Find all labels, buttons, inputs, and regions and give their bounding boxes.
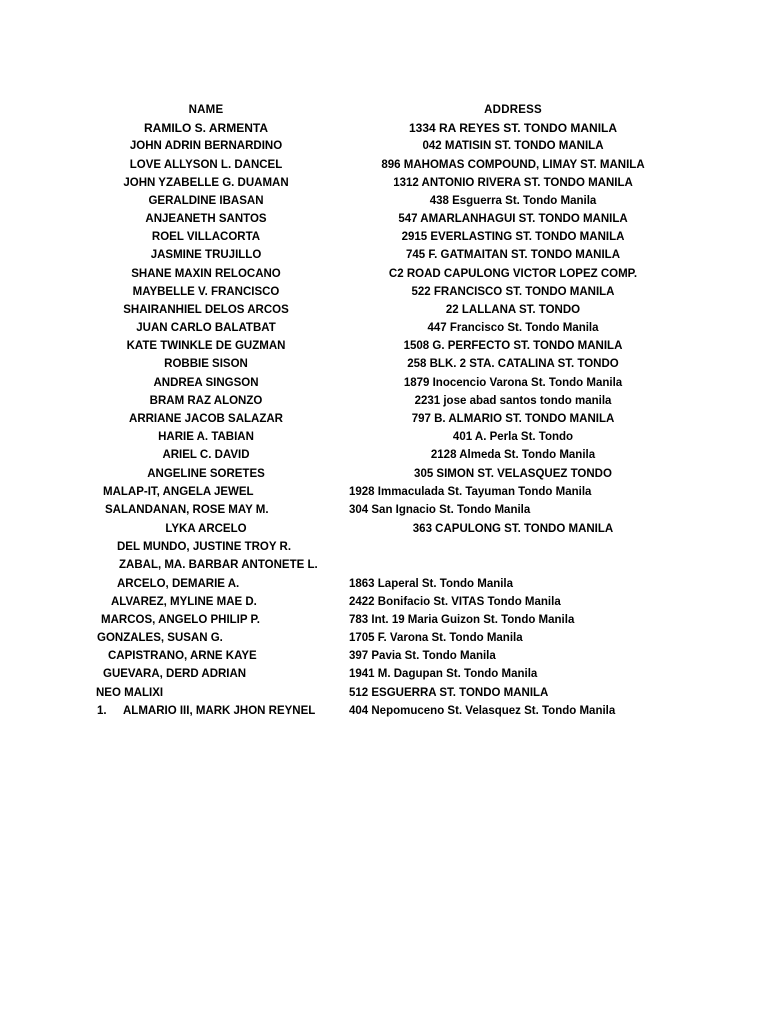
- table-row: [0, 156, 768, 174]
- name-cell: ANJEANETH SANTOS: [145, 213, 267, 225]
- address-cell: 258 BLK. 2 STA. CATALINA ST. TONDO: [407, 358, 619, 370]
- address-cell: 305 SIMON ST. VELASQUEZ TONDO: [414, 468, 612, 480]
- table-row: [0, 137, 768, 155]
- name-cell: GERALDINE IBASAN: [148, 195, 264, 207]
- address-cell: 522 FRANCISCO ST. TONDO MANILA: [411, 286, 615, 298]
- address-cell: 547 AMARLANHAGUI ST. TONDO MANILA: [398, 213, 628, 225]
- address-cell: C2 ROAD CAPULONG VICTOR LOPEZ COMP.: [388, 268, 638, 280]
- table-row: [0, 647, 768, 665]
- table-row: [0, 501, 768, 519]
- name-cell: HARIE A. TABIAN: [158, 431, 254, 443]
- address-cell: 438 Esguerra St. Tondo Manila: [429, 195, 597, 207]
- name-cell: SHANE MAXIN RELOCANO: [131, 268, 281, 280]
- name-cell: ALMARIO III, MARK JHON REYNEL: [123, 705, 316, 717]
- name-cell: CAPISTRANO, ARNE KAYE: [108, 650, 257, 662]
- address-cell: 1508 G. PERFECTO ST. TONDO MANILA: [403, 340, 623, 352]
- table-row: [0, 556, 768, 574]
- table-row: [0, 192, 768, 210]
- table-row: [0, 702, 768, 720]
- table-row: [0, 228, 768, 246]
- address-cell: 512 ESGUERRA ST. TONDO MANILA: [349, 687, 549, 699]
- name-cell: ZABAL, MA. BARBAR ANTONETE L.: [119, 559, 318, 571]
- address-cell: 896 MAHOMAS COMPOUND, LIMAY ST. MANILA: [381, 159, 645, 171]
- name-cell: JOHN ADRIN BERNARDINO: [129, 140, 283, 152]
- table-row: [0, 684, 768, 702]
- table-row: [0, 665, 768, 683]
- table-row: [0, 428, 768, 446]
- name-cell: JASMINE TRUJILLO: [150, 249, 262, 261]
- address-cell: 1879 Inocencio Varona St. Tondo Manila: [403, 377, 623, 389]
- name-cell: KATE TWINKLE DE GUZMAN: [126, 340, 286, 352]
- table-row: [0, 246, 768, 264]
- name-cell: LYKA ARCELO: [165, 523, 247, 535]
- name-cell: DEL MUNDO, JUSTINE TROY R.: [117, 541, 292, 553]
- address-cell: 404 Nepomuceno St. Velasquez St. Tondo Manila: [349, 705, 616, 717]
- table-row: [0, 629, 768, 647]
- table-row: [0, 174, 768, 192]
- name-cell: ARCELO, DEMARIE A.: [117, 578, 240, 590]
- address-cell: 304 San Ignacio St. Tondo Manila: [349, 504, 531, 516]
- table-row: [0, 483, 768, 501]
- address-column-header: ADDRESS: [484, 104, 542, 116]
- name-cell: JOHN YZABELLE G. DUAMAN: [123, 177, 289, 189]
- address-cell: 042 MATISIN ST. TONDO MANILA: [422, 140, 604, 152]
- table-row: [0, 374, 768, 392]
- name-cell: MALAP-IT, ANGELA JEWEL: [103, 486, 254, 498]
- table-row: [0, 319, 768, 337]
- address-cell: 22 LALLANA ST. TONDO: [445, 304, 581, 316]
- table-row: [0, 392, 768, 410]
- table-row: [0, 355, 768, 373]
- address-cell: 1863 Laperal St. Tondo Manila: [349, 578, 514, 590]
- name-cell: ARIEL C. DAVID: [162, 449, 250, 461]
- table-row: [0, 283, 768, 301]
- name-cell: MAYBELLE V. FRANCISCO: [132, 286, 280, 298]
- name-cell: ANDREA SINGSON: [153, 377, 259, 389]
- name-cell: GUEVARA, DERD ADRIAN: [103, 668, 247, 680]
- address-cell: 1928 Immaculada St. Tayuman Tondo Manila: [349, 486, 592, 498]
- name-cell: ALVAREZ, MYLINE MAE D.: [111, 596, 257, 608]
- address-cell: 783 Int. 19 Maria Guizon St. Tondo Manila: [349, 614, 575, 626]
- address-cell: 2231 jose abad santos tondo manila: [414, 395, 612, 407]
- list-number: 1.: [97, 705, 107, 717]
- name-cell: ROEL VILLACORTA: [151, 231, 261, 243]
- address-cell: 2915 EVERLASTING ST. TONDO MANILA: [401, 231, 625, 243]
- table-row: [0, 265, 768, 283]
- table-row: [0, 593, 768, 611]
- address-cell: 2128 Almeda St. Tondo Manila: [430, 449, 596, 461]
- name-column-header: NAME: [188, 104, 224, 116]
- address-cell: 447 Francisco St. Tondo Manila: [427, 322, 599, 334]
- address-cell: 397 Pavia St. Tondo Manila: [349, 650, 496, 662]
- name-cell: GONZALES, SUSAN G.: [97, 632, 223, 644]
- address-cell: 797 B. ALMARIO ST. TONDO MANILA: [411, 413, 615, 425]
- address-cell: 1705 F. Varona St. Tondo Manila: [349, 632, 523, 644]
- address-cell: 1334 RA REYES ST. TONDO MANILA: [408, 121, 618, 135]
- header-row: [0, 101, 768, 119]
- name-cell: SALANDANAN, ROSE MAY M.: [105, 504, 269, 516]
- table-row: [0, 410, 768, 428]
- address-cell: 1312 ANTONIO RIVERA ST. TONDO MANILA: [393, 177, 633, 189]
- address-cell: 745 F. GATMAITAN ST. TONDO MANILA: [405, 249, 621, 261]
- table-row: [0, 119, 768, 137]
- table-row: [0, 301, 768, 319]
- address-cell: 1941 M. Dagupan St. Tondo Manila: [349, 668, 538, 680]
- name-cell: NEO MALIXI: [96, 687, 164, 699]
- name-cell: MARCOS, ANGELO PHILIP P.: [101, 614, 260, 626]
- table-row: [0, 446, 768, 464]
- address-cell: 363 CAPULONG ST. TONDO MANILA: [412, 523, 614, 535]
- name-cell: JUAN CARLO BALATBAT: [136, 322, 276, 334]
- table-row: [0, 538, 768, 556]
- table-row: [0, 337, 768, 355]
- table-row: [0, 520, 768, 538]
- table-row: [0, 210, 768, 228]
- table-row: [0, 465, 768, 483]
- name-cell: ARRIANE JACOB SALAZAR: [129, 413, 283, 425]
- name-cell: ROBBIE SISON: [164, 358, 248, 370]
- name-cell: BRAM RAZ ALONZO: [149, 395, 263, 407]
- address-cell: 401 A. Perla St. Tondo: [452, 431, 574, 443]
- name-cell: SHAIRANHIEL DELOS ARCOS: [123, 304, 289, 316]
- name-cell: ANGELINE SORETES: [147, 468, 265, 480]
- table-row: [0, 611, 768, 629]
- name-cell: LOVE ALLYSON L. DANCEL: [129, 159, 283, 171]
- table-row: [0, 575, 768, 593]
- name-cell: RAMILO S. ARMENTA: [144, 121, 268, 135]
- address-cell: 2422 Bonifacio St. VITAS Tondo Manila: [349, 596, 561, 608]
